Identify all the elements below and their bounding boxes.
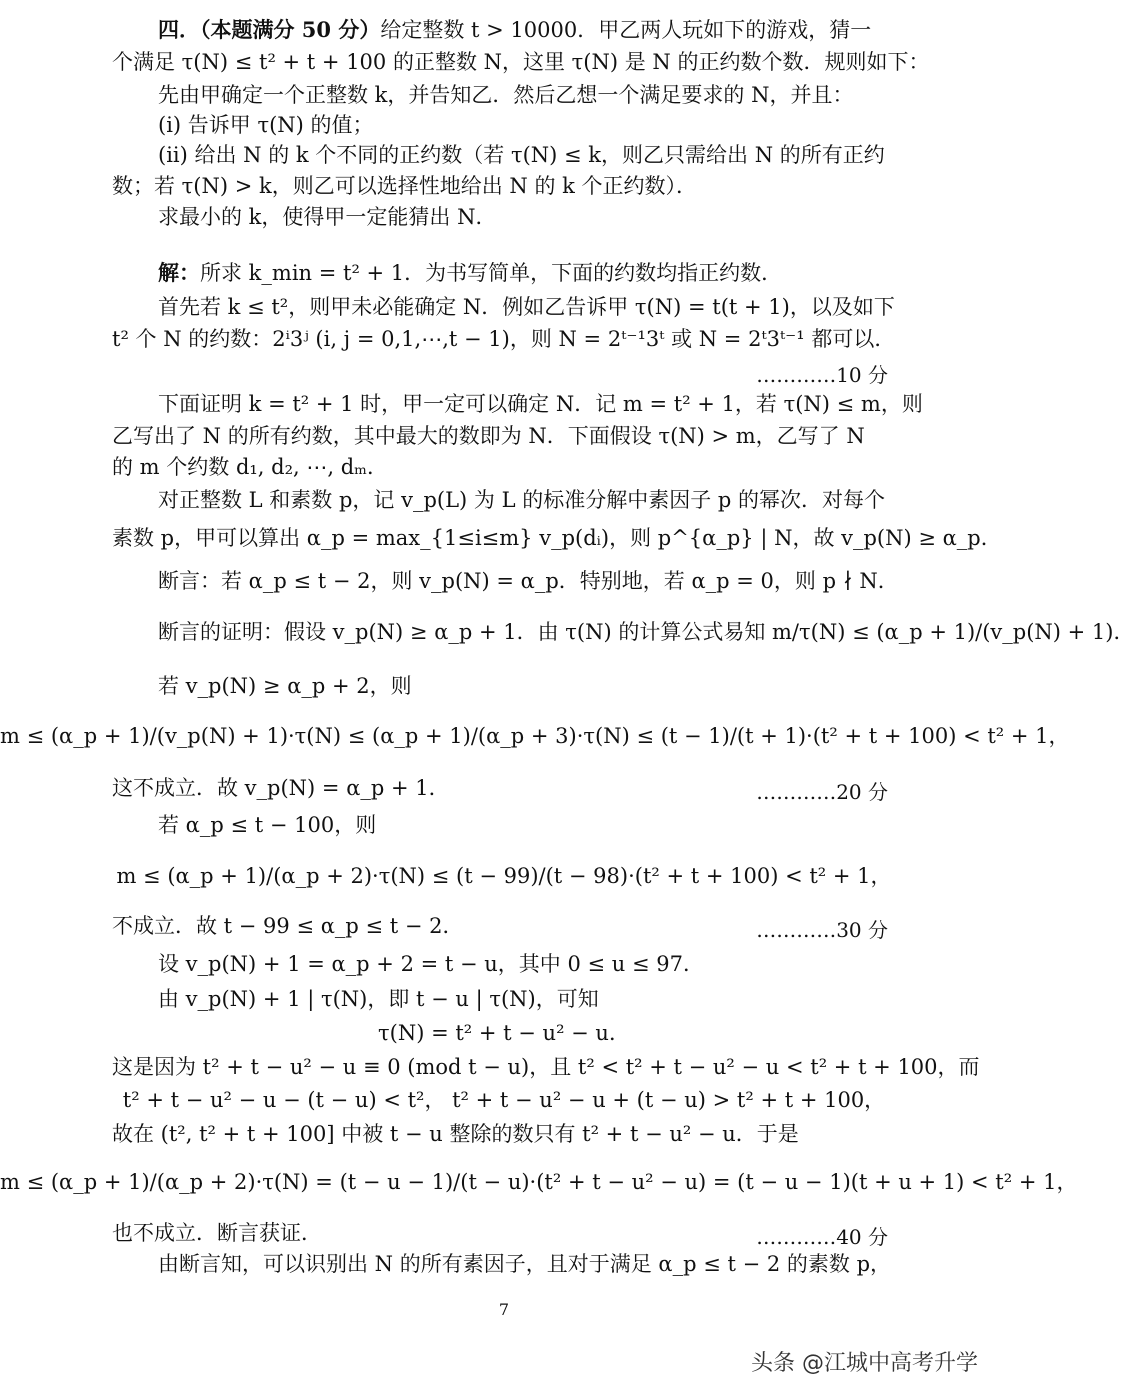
score-20: …………20 分 xyxy=(756,780,888,804)
solution-line-1 xyxy=(158,259,888,287)
solution-line-10: 断言的证明：假设 v_p(N) ≥ α_p + 1．由 τ(N) 的计算公式易知 m/τ(N) ≤ (α_p + 1)/(v_p(N) + 1)． xyxy=(158,620,1135,644)
problem-line-1 xyxy=(112,16,888,44)
solution-line-18: 故在 (t², t² + t + 100] 中被 t − u 整除的数只有 t² + t − u² − u．于是 xyxy=(112,1122,799,1146)
solution-line-2: 首先若 k ≤ t²，则甲未必能确定 N．例如乙告诉甲 τ(N) = t(t + 1)，以及如下 xyxy=(158,295,895,319)
solution-line-20: 由断言知，可以识别出 N 的所有素因子，且对于满足 α_p ≤ t − 2 的素数 p， xyxy=(158,1252,892,1276)
problem-text-1: 给定整数 t > 10000．甲乙两人玩如下的游戏，猜一 xyxy=(380,18,872,42)
equation-1: m ≤ (α_p + 1)/(v_p(N) + 1)·τ(N) ≤ (α_p + 1)/(α_p + 3)·τ(N) ≤ (t − 1)/(t + 1)·(t² + t + 100) < t² + 1， xyxy=(0,724,1070,748)
solution-line-7: 对正整数 L 和素数 p，记 v_p(L) 为 L 的标准分解中素因子 p 的幂次．对每个 xyxy=(158,488,885,512)
problem-line-3: 先由甲确定一个正整数 k，并告知乙．然后乙想一个满足要求的 N，并且： xyxy=(158,83,854,107)
solution-line-15: 设 v_p(N) + 1 = α_p + 2 = t − u，其中 0 ≤ u ≤ 97． xyxy=(158,952,704,976)
problem-line-6: 数；若 τ(N) > k，则乙可以选择性地给出 N 的 k 个正约数）． xyxy=(112,174,698,198)
equation-3: τ(N) = t² + t − u² − u． xyxy=(378,1021,630,1045)
watermark: 头条 @江城中高考升学 xyxy=(741,1340,988,1383)
solution-label: 解： xyxy=(158,260,200,285)
solution-line-11: 若 v_p(N) ≥ α_p + 2，则 xyxy=(158,674,412,698)
score-10: …………10 分 xyxy=(756,363,888,387)
solution-line-9: 断言：若 α_p ≤ t − 2，则 v_p(N) = α_p．特别地，若 α_p = 0，则 p ∤ N． xyxy=(158,569,899,593)
solution-text-1: 所求 k_min = t² + 1．为书写简单，下面的约数均指正约数． xyxy=(200,261,783,285)
solution-line-6: 的 m 个约数 d₁, d₂, ⋯, dₘ． xyxy=(112,455,389,479)
solution-line-8: 素数 p，甲可以算出 α_p = max_{1≤i≤m} v_p(dᵢ)，则 p^{α_p} | N，故 v_p(N) ≥ α_p． xyxy=(112,526,1002,550)
solution-line-5: 乙写出了 N 的所有约数，其中最大的数即为 N．下面假设 τ(N) > m，乙写了 N xyxy=(112,424,865,448)
equation-4: t² + t − u² − u − (t − u) < t²， t² + t − u² − u + (t − u) > t² + t + 100， xyxy=(122,1088,886,1112)
score-40: …………40 分 xyxy=(756,1225,888,1249)
solution-line-17: 这是因为 t² + t − u² − u ≡ 0 (mod t − u)，且 t² < t² + t − u² − u < t² + t + 100，而 xyxy=(112,1055,980,1079)
problem-line-5: (ii) 给出 N 的 k 个不同的正约数（若 τ(N) ≤ k，则乙只需给出 N 的所有正约 xyxy=(158,143,885,167)
problem-line-7: 求最小的 k，使得甲一定能猜出 N． xyxy=(158,205,497,229)
problem-line-2: 个满足 τ(N) ≤ t² + t + 100 的正整数 N，这里 τ(N) 是 N 的正约数个数．规则如下： xyxy=(112,50,930,74)
solution-line-4: 下面证明 k = t² + 1 时，甲一定可以确定 N．记 m = t² + 1，若 τ(N) ≤ m，则 xyxy=(158,392,923,416)
solution-line-13: 若 α_p ≤ t − 100，则 xyxy=(158,813,377,837)
problem-heading: 四．（本题满分 50 分） xyxy=(158,17,381,42)
equation-2: m ≤ (α_p + 1)/(α_p + 2)·τ(N) ≤ (t − 99)/(t − 98)·(t² + t + 100) < t² + 1， xyxy=(116,864,892,888)
solution-line-3: t² 个 N 的约数：2ⁱ3ʲ (i, j = 0,1,⋯,t − 1)，则 N = 2ᵗ⁻¹3ᵗ 或 N = 2ᵗ3ᵗ⁻¹ 都可以． xyxy=(112,327,896,351)
solution-line-12: 这不成立．故 v_p(N) = α_p + 1． xyxy=(112,776,450,800)
equation-5: m ≤ (α_p + 1)/(α_p + 2)·τ(N) = (t − u − 1)/(t − u)·(t² + t − u² − u) = (t − u − 1)(t + u + 1) < t² + 1， xyxy=(0,1170,1078,1194)
solution-line-19: 也不成立．断言获证． xyxy=(112,1221,322,1245)
page-number: 7 xyxy=(498,1300,510,1319)
problem-line-4: (i) 告诉甲 τ(N) 的值； xyxy=(158,113,374,137)
solution-line-16: 由 v_p(N) + 1 | τ(N)，即 t − u | τ(N)，可知 xyxy=(158,987,599,1011)
solution-line-14: 不成立．故 t − 99 ≤ α_p ≤ t − 2． xyxy=(112,914,464,938)
score-30: …………30 分 xyxy=(756,918,888,942)
